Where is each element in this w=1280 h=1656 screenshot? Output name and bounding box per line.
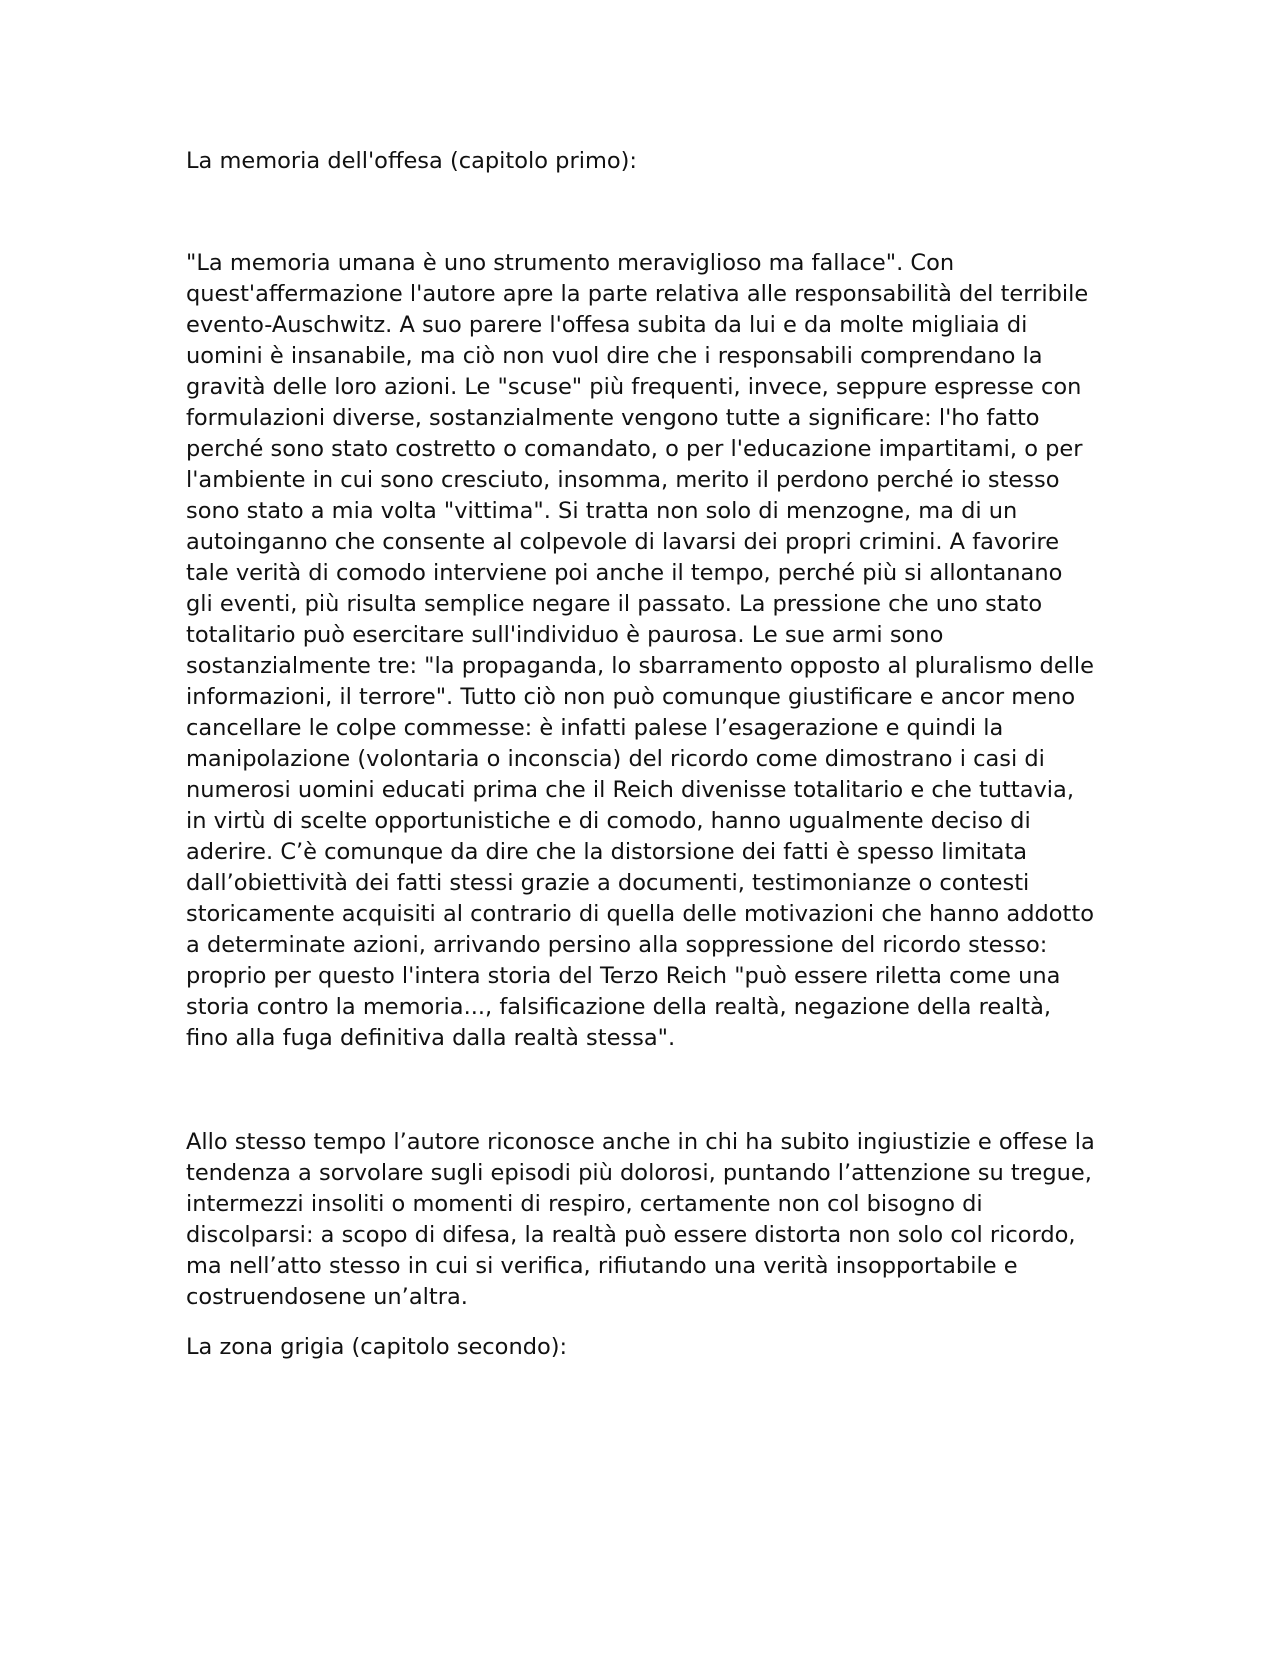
document-body [186, 146, 1096, 1363]
chapter-one-paragraph-1: "La memoria umana è uno strumento meraviglioso ma fallace". Con quest'affermazione l'autore apre la parte relativa alle responsabilità del terribile evento-Auschwitz. A suo parere l'offesa subita da lui e da molte migliaia di uomini è insanabile, ma ciò non vuol dire che i responsabili comprendano la gravità delle loro azioni. Le "scuse" più frequenti, invece, seppure espresse con formulazioni diverse, sostanzialmente vengono tutte a significare: l'ho fatto perché sono stato costretto o comandato, o per l'educazione impartitami, o per l'ambiente in cui sono cresciuto, insomma, merito il perdono perché io stesso sono stato a mia volta "vittima". Si tratta non solo di menzogne, ma di un autoinganno che consente al colpevole di lavarsi dei propri crimini. A favorire tale verità di comodo interviene poi anche il tempo, perché più si allontanano gli eventi, più risulta semplice negare il passato. La pressione che uno stato totalitario può esercitare sull'individuo è paurosa. Le sue armi sono sostanzialmente tre: "la propaganda, lo sbarramento opposto al pluralismo delle informazioni, il terrore". Tutto ciò non può comunque giustificare e ancor meno cancellare le colpe commesse: è infatti palese l’esagerazione e quindi la manipolazione (volontaria o inconscia) del ricordo come dimostrano i casi di numerosi uomini educati prima che il Reich divenisse totalitario e che tuttavia, in virtù di scelte opportunistiche e di comodo, hanno ugualmente deciso di aderire. C’è comunque da dire che la distorsione dei fatti è spesso limitata dall’obiettività dei fatti stessi grazie a documenti, testimonianze o contesti storicamente acquisiti al contrario di quella delle motivazioni che hanno addotto a determinate azioni, arrivando persino alla soppressione del ricordo stesso: proprio per questo l'intera storia del Terzo Reich "può essere riletta come una storia contro la memoria..., falsificazione della realtà, negazione della realtà, fino alla fuga definitiva dalla realtà stessa". [186, 250, 1095, 1051]
chapter-one-paragraph-2: Allo stesso tempo l’autore riconosce anche in chi ha subito ingiustizie e offese la tendenza a sorvolare sugli episodi più dolorosi, puntando l’attenzione su tregue, intermezzi insoliti o momenti di respiro, certamente non col bisogno di discolparsi: a scopo di difesa, la realtà può essere distorta non solo col ricordo, ma nell’atto stesso in cui si verifica, rifiutando una verità insopportabile e costruendosene un’altra. [186, 1129, 1095, 1310]
chapter-two-heading: La zona grigia (capitolo secondo): [186, 1334, 568, 1360]
chapter-one-heading: La memoria dell'offesa (capitolo primo): [186, 148, 637, 174]
